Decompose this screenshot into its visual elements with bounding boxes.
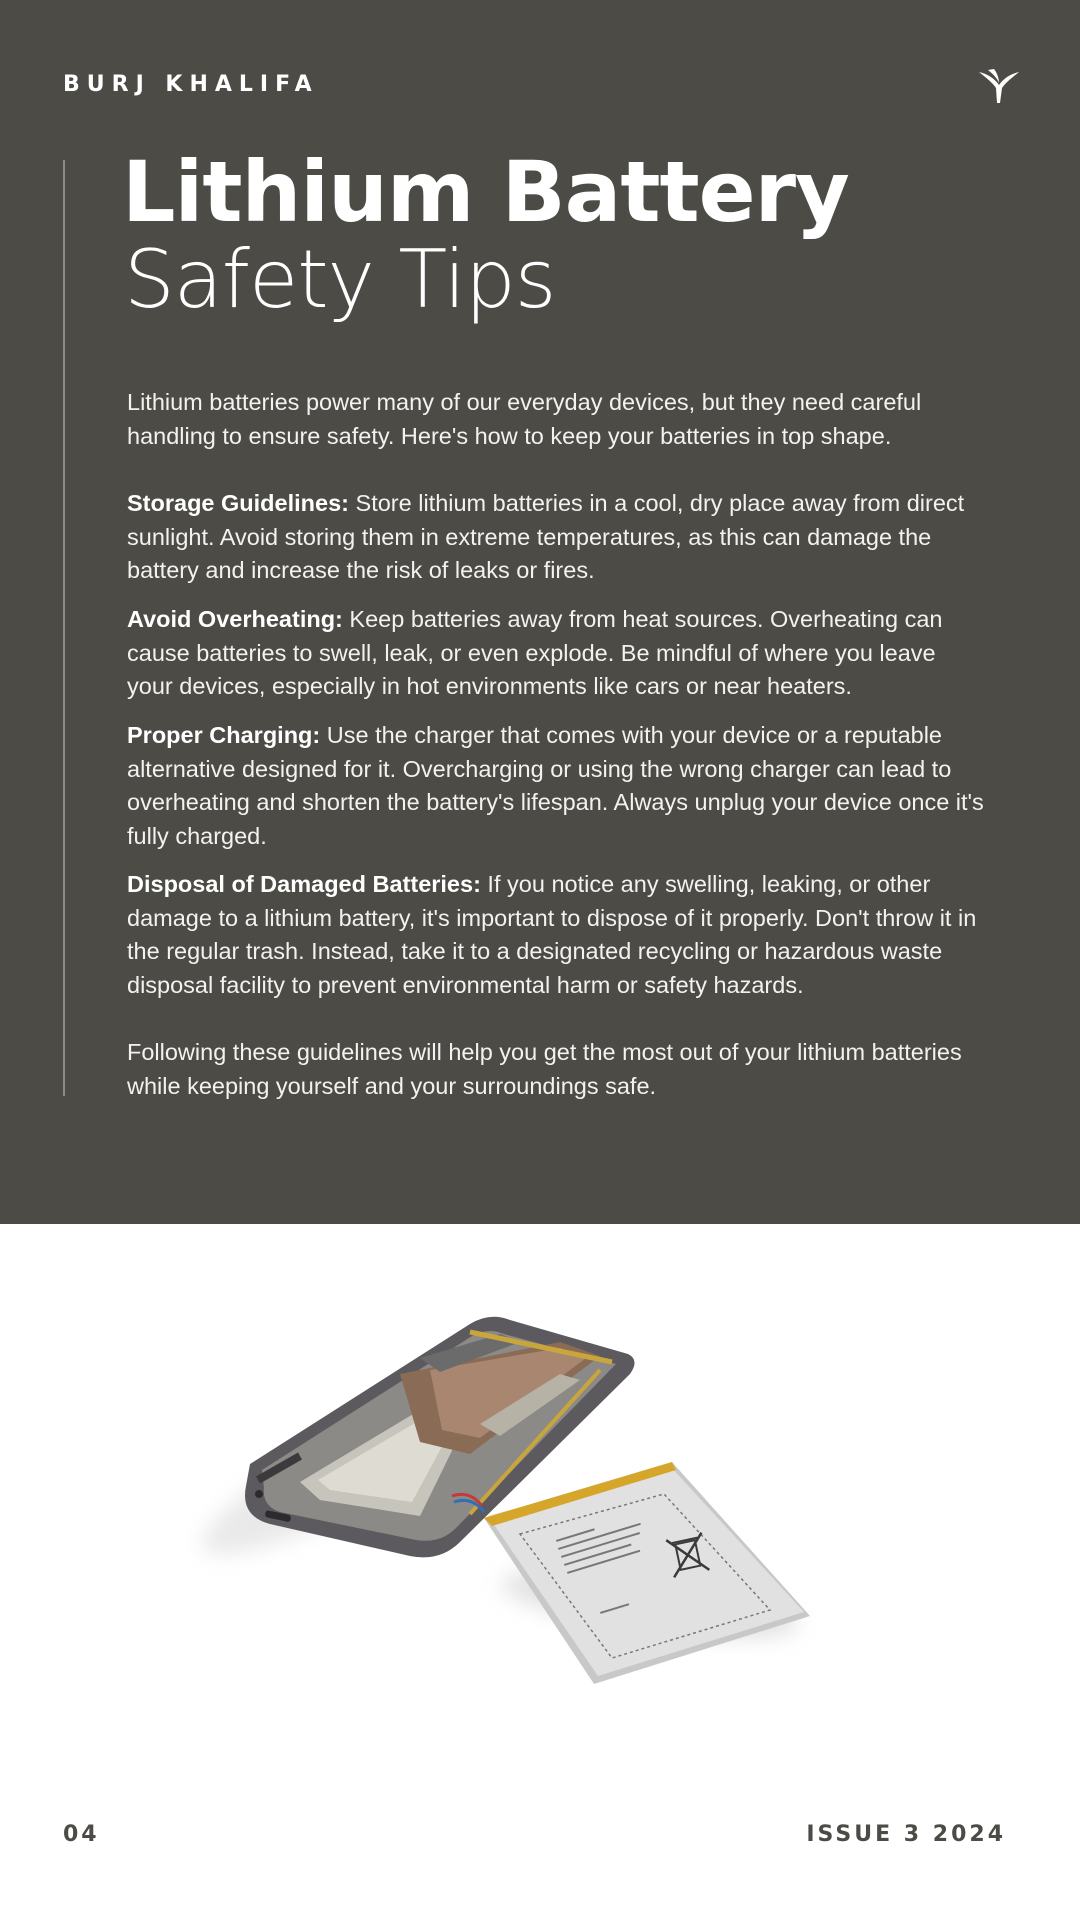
battery-photo [0, 1224, 1080, 1784]
tip-text: If you notice any swelling, leaking, or other damage to a lithium battery, it's important to dispose of it properly. Don't throw it in the regular trash. Instead, take it to a designated recycling or hazardous waste disposal facility to prevent environmental harm or safety hazards. [127, 871, 977, 998]
tip-charging-paragraph [127, 719, 987, 853]
intro-paragraph: Lithium batteries power many of our everyday devices, but they need careful handling to ensure safety. Here's how to keep your batteries in top shape. [127, 389, 922, 449]
stylized-y-logo-icon [978, 68, 1020, 106]
tip-heading: Avoid Overheating: [127, 606, 343, 632]
closing-paragraph: Following these guidelines will help you get the most out of your lithium batteries while keeping yourself and your surroundings safe. [127, 1039, 962, 1099]
tip-text: Store lithium batteries in a cool, dry place away from direct sunlight. Avoid storing them in extreme temperatures, as this can damage the battery and increase the risk of leaks or fires. [127, 490, 965, 583]
tip-text: Use the charger that comes with your device or a reputable alternative designed for it. Overcharging or using the wrong charger can lead to overheating and shorten the battery's lifespan. Always unplug your device once it's fully charged. [127, 722, 984, 849]
tip-heading: Storage Guidelines: [127, 490, 349, 516]
vertical-divider-rule [63, 160, 65, 1096]
lithium-battery [484, 1462, 810, 1684]
page-title: Lithium Battery [122, 143, 849, 241]
issue-label: ISSUE 3 2024 [806, 1822, 1006, 1847]
phone-and-battery-illustration [0, 1224, 1080, 1784]
page-number: 04 [63, 1822, 100, 1847]
brand-name: BURJ KHALIFA [63, 72, 319, 97]
tip-heading: Disposal of Damaged Batteries: [127, 871, 481, 897]
page-subtitle: Safety Tips [124, 233, 556, 326]
tip-overheating-paragraph [127, 603, 987, 704]
tip-disposal-paragraph [127, 868, 987, 1002]
tip-heading: Proper Charging: [127, 722, 321, 748]
tip-storage-paragraph [127, 487, 987, 588]
tip-text: Keep batteries away from heat sources. Overheating can cause batteries to swell, leak, or even explode. Be mindful of where you leave your devices, especially in hot environments like cars or near heaters. [127, 606, 943, 699]
